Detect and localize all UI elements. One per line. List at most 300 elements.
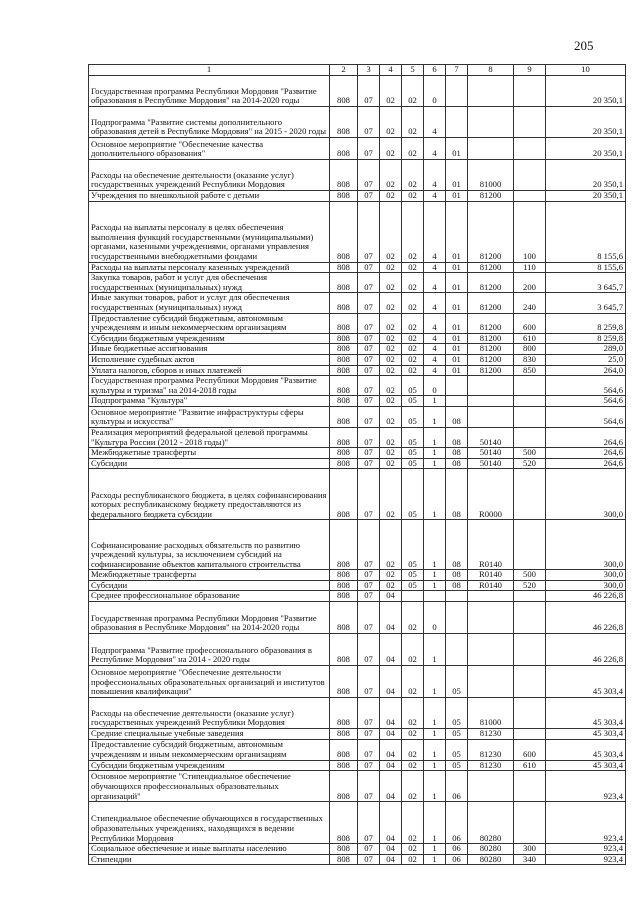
code-cell: 04 bbox=[380, 634, 402, 666]
code-cell: 1 bbox=[424, 634, 446, 666]
row-name-cell: Предоставление субсидий бюджетным, автономным учреждениям и иным некоммерческим организациям bbox=[89, 739, 330, 760]
code-cell: 808 bbox=[330, 191, 358, 202]
code-cell: 808 bbox=[330, 160, 358, 191]
code-cell: 808 bbox=[330, 344, 358, 355]
code-cell: 808 bbox=[330, 729, 358, 740]
code-cell: 07 bbox=[358, 802, 380, 844]
table-row bbox=[89, 570, 626, 581]
code-cell: 02 bbox=[402, 365, 424, 376]
row-name-cell: Основное мероприятие "Обеспечение качества дополнительного образования" bbox=[89, 138, 330, 160]
column-header-5: 5 bbox=[402, 65, 424, 76]
code-cell: 610 bbox=[514, 760, 546, 771]
table-row bbox=[89, 602, 626, 634]
amount-cell: 8 259,8 bbox=[546, 333, 626, 344]
table-body bbox=[89, 76, 626, 865]
code-cell: 04 bbox=[380, 771, 402, 802]
code-cell: 01 bbox=[446, 354, 468, 365]
code-cell: 02 bbox=[402, 160, 424, 191]
code-cell: 80280 bbox=[468, 802, 514, 844]
code-cell: 07 bbox=[358, 344, 380, 355]
code-cell: 07 bbox=[358, 666, 380, 698]
amount-cell: 3 645,7 bbox=[546, 293, 626, 313]
table-row bbox=[89, 469, 626, 520]
table-row bbox=[89, 76, 626, 107]
code-cell bbox=[514, 376, 546, 396]
code-cell: 4 bbox=[424, 160, 446, 191]
table-row bbox=[89, 273, 626, 293]
code-cell: 02 bbox=[402, 344, 424, 355]
amount-cell: 8 155,6 bbox=[546, 262, 626, 273]
table-row bbox=[89, 802, 626, 844]
code-cell: 05 bbox=[402, 427, 424, 447]
code-cell: 02 bbox=[402, 262, 424, 273]
code-cell bbox=[514, 802, 546, 844]
row-name-cell: Закупка товаров, работ и услуг для обеспечения государственных (муниципальных) нужд bbox=[89, 273, 330, 293]
code-cell: 05 bbox=[446, 698, 468, 729]
code-cell: 07 bbox=[358, 354, 380, 365]
code-cell: 808 bbox=[330, 201, 358, 262]
code-cell: 600 bbox=[514, 739, 546, 760]
row-name-cell: Основное мероприятие "Развитие инфраструктуры сферы культуры и искусства" bbox=[89, 406, 330, 427]
code-cell: 08 bbox=[446, 570, 468, 581]
code-cell: 808 bbox=[330, 469, 358, 520]
row-name-cell: Государственная программа Республики Мордовия "Развитие образования в Республике Мордовия" на 2014-2020 годы bbox=[89, 602, 330, 634]
code-cell: 808 bbox=[330, 333, 358, 344]
code-cell: 1 bbox=[424, 580, 446, 591]
table-row bbox=[89, 191, 626, 202]
code-cell: 05 bbox=[446, 729, 468, 740]
code-cell: 01 bbox=[446, 313, 468, 333]
code-cell: 05 bbox=[402, 520, 424, 570]
code-cell bbox=[446, 634, 468, 666]
amount-cell: 45 303,4 bbox=[546, 729, 626, 740]
table-row bbox=[89, 396, 626, 407]
code-cell: 808 bbox=[330, 591, 358, 602]
row-name-cell: Субсидии bbox=[89, 580, 330, 591]
code-cell: 04 bbox=[380, 591, 402, 602]
code-cell: 07 bbox=[358, 160, 380, 191]
row-name-cell: Иные закупки товаров, работ и услуг для обеспечения государственных (муниципальных) нужд bbox=[89, 293, 330, 313]
code-cell: 02 bbox=[402, 634, 424, 666]
code-cell: 01 bbox=[446, 333, 468, 344]
code-cell bbox=[424, 591, 446, 602]
code-cell: 1 bbox=[424, 771, 446, 802]
code-cell: 07 bbox=[358, 138, 380, 160]
code-cell: 02 bbox=[380, 580, 402, 591]
code-cell: 1 bbox=[424, 854, 446, 865]
code-cell: 02 bbox=[380, 570, 402, 581]
code-cell bbox=[514, 520, 546, 570]
table-row bbox=[89, 160, 626, 191]
amount-cell: 923,4 bbox=[546, 771, 626, 802]
code-cell bbox=[514, 396, 546, 407]
code-cell bbox=[468, 138, 514, 160]
code-cell bbox=[468, 634, 514, 666]
table-row bbox=[89, 448, 626, 459]
row-name-cell: Государственная программа Республики Мордовия "Развитие культуры и туризма" на 2014-2018 годы bbox=[89, 376, 330, 396]
row-name-cell: Субсидии бюджетным учреждениям bbox=[89, 760, 330, 771]
code-cell: 808 bbox=[330, 376, 358, 396]
code-cell: 02 bbox=[402, 698, 424, 729]
code-cell: 808 bbox=[330, 448, 358, 459]
code-cell: 50140 bbox=[468, 458, 514, 469]
table-row bbox=[89, 854, 626, 865]
row-name-cell: Государственная программа Республики Мордовия "Развитие образования в Республике Мордовия" на 2014-2020 годы bbox=[89, 76, 330, 107]
row-name-cell: Исполнение судебных актов bbox=[89, 354, 330, 365]
code-cell: 81200 bbox=[468, 273, 514, 293]
code-cell: 08 bbox=[446, 448, 468, 459]
column-header-2: 2 bbox=[330, 65, 358, 76]
amount-cell: 20 350,1 bbox=[546, 76, 626, 107]
code-cell: 340 bbox=[514, 854, 546, 865]
code-cell: 07 bbox=[358, 739, 380, 760]
table-row bbox=[89, 293, 626, 313]
code-cell: 1 bbox=[424, 729, 446, 740]
code-cell: 02 bbox=[380, 76, 402, 107]
code-cell: 808 bbox=[330, 458, 358, 469]
code-cell: 808 bbox=[330, 666, 358, 698]
code-cell: 80280 bbox=[468, 854, 514, 865]
code-cell: 4 bbox=[424, 313, 446, 333]
code-cell: 07 bbox=[358, 520, 380, 570]
code-cell: 01 bbox=[446, 160, 468, 191]
table-row bbox=[89, 760, 626, 771]
code-cell: 81200 bbox=[468, 365, 514, 376]
code-cell bbox=[514, 191, 546, 202]
code-cell: 06 bbox=[446, 854, 468, 865]
code-cell bbox=[514, 160, 546, 191]
amount-cell: 8 259,8 bbox=[546, 313, 626, 333]
code-cell bbox=[514, 602, 546, 634]
code-cell: 04 bbox=[380, 602, 402, 634]
row-name-cell: Стипендиальное обеспечение обучающихся в государственных образовательных учреждениях, находящихся в ведении Республики Мордовия bbox=[89, 802, 330, 844]
code-cell: 07 bbox=[358, 333, 380, 344]
code-cell: 1 bbox=[424, 469, 446, 520]
code-cell: 808 bbox=[330, 570, 358, 581]
code-cell: 04 bbox=[380, 739, 402, 760]
code-cell: 02 bbox=[380, 448, 402, 459]
code-cell: 4 bbox=[424, 201, 446, 262]
amount-cell: 923,4 bbox=[546, 854, 626, 865]
code-cell: 07 bbox=[358, 698, 380, 729]
row-name-cell: Расходы на обеспечение деятельности (оказание услуг) государственных учреждений Республики Мордовия bbox=[89, 698, 330, 729]
code-cell: 02 bbox=[380, 262, 402, 273]
table-row bbox=[89, 844, 626, 855]
row-name-cell: Субсидии bbox=[89, 458, 330, 469]
code-cell bbox=[514, 107, 546, 138]
row-name-cell: Расходы на обеспечение деятельности (оказание услуг) государственных учреждений Республики Мордовия bbox=[89, 160, 330, 191]
code-cell: 808 bbox=[330, 313, 358, 333]
code-cell: 81200 bbox=[468, 262, 514, 273]
code-cell: 02 bbox=[402, 313, 424, 333]
row-name-cell: Межбюджетные трансферты bbox=[89, 448, 330, 459]
code-cell: 02 bbox=[380, 458, 402, 469]
code-cell: 02 bbox=[402, 760, 424, 771]
code-cell: 07 bbox=[358, 760, 380, 771]
column-header-6: 6 bbox=[424, 65, 446, 76]
code-cell: 81200 bbox=[468, 313, 514, 333]
amount-cell: 564,6 bbox=[546, 396, 626, 407]
code-cell: 01 bbox=[446, 344, 468, 355]
code-cell: 02 bbox=[380, 396, 402, 407]
code-cell: 808 bbox=[330, 406, 358, 427]
code-cell bbox=[468, 76, 514, 107]
code-cell: 08 bbox=[446, 520, 468, 570]
code-cell: 07 bbox=[358, 771, 380, 802]
column-header-3: 3 bbox=[358, 65, 380, 76]
code-cell: 808 bbox=[330, 634, 358, 666]
code-cell bbox=[446, 396, 468, 407]
amount-cell: 46 226,8 bbox=[546, 634, 626, 666]
code-cell: 07 bbox=[358, 854, 380, 865]
table-row bbox=[89, 376, 626, 396]
code-cell: 02 bbox=[380, 191, 402, 202]
code-cell: R0140 bbox=[468, 570, 514, 581]
code-cell: 81200 bbox=[468, 354, 514, 365]
code-cell: 1 bbox=[424, 427, 446, 447]
row-name-cell: Учреждения по внешкольной работе с детьми bbox=[89, 191, 330, 202]
amount-cell: 264,6 bbox=[546, 458, 626, 469]
code-cell: 02 bbox=[402, 138, 424, 160]
code-cell: 1 bbox=[424, 844, 446, 855]
column-header-10: 10 bbox=[546, 65, 626, 76]
code-cell bbox=[514, 634, 546, 666]
code-cell: 02 bbox=[380, 520, 402, 570]
table-row bbox=[89, 333, 626, 344]
code-cell bbox=[446, 376, 468, 396]
amount-cell: 45 303,4 bbox=[546, 698, 626, 729]
amount-cell: 564,6 bbox=[546, 376, 626, 396]
amount-cell: 300,0 bbox=[546, 520, 626, 570]
code-cell: 07 bbox=[358, 293, 380, 313]
code-cell: 81230 bbox=[468, 760, 514, 771]
code-cell: 610 bbox=[514, 333, 546, 344]
amount-cell: 45 303,4 bbox=[546, 739, 626, 760]
row-name-cell: Среднее профессиональное образование bbox=[89, 591, 330, 602]
amount-cell: 300,0 bbox=[546, 469, 626, 520]
code-cell: 04 bbox=[380, 760, 402, 771]
code-cell: 02 bbox=[380, 273, 402, 293]
code-cell: 07 bbox=[358, 107, 380, 138]
amount-cell: 923,4 bbox=[546, 844, 626, 855]
code-cell bbox=[514, 666, 546, 698]
code-cell: 4 bbox=[424, 354, 446, 365]
code-cell: 4 bbox=[424, 344, 446, 355]
code-cell: 08 bbox=[446, 469, 468, 520]
row-name-cell: Расходы на выплаты персоналу в целях обеспечения выполнения функций государственными (муниципальными) органами, казенными учреждениями, органами управления государственными внебюджетными фондами bbox=[89, 201, 330, 262]
code-cell: 02 bbox=[402, 666, 424, 698]
code-cell: 01 bbox=[446, 138, 468, 160]
code-cell: 100 bbox=[514, 201, 546, 262]
table-row bbox=[89, 427, 626, 447]
code-cell: 07 bbox=[358, 634, 380, 666]
row-name-cell: Основное мероприятие "Стипендиальное обеспечение обучающихся профессиональных образовательных организаций" bbox=[89, 771, 330, 802]
amount-cell: 20 350,1 bbox=[546, 107, 626, 138]
table-row bbox=[89, 520, 626, 570]
code-cell: 800 bbox=[514, 344, 546, 355]
row-name-cell: Социальное обеспечение и иные выплаты населению bbox=[89, 844, 330, 855]
code-cell: 05 bbox=[402, 376, 424, 396]
code-cell: 808 bbox=[330, 427, 358, 447]
code-cell bbox=[514, 771, 546, 802]
row-name-cell: Подпрограмма "Развитие системы дополнительного образования детей в Республике Мордовия" на 2015 - 2020 годы bbox=[89, 107, 330, 138]
row-name-cell: Основное мероприятие "Обеспечение деятельности профессиональных образовательных организаций и институтов повышения квалификации" bbox=[89, 666, 330, 698]
code-cell: 808 bbox=[330, 771, 358, 802]
code-cell: 02 bbox=[402, 107, 424, 138]
code-cell: 1 bbox=[424, 458, 446, 469]
code-cell bbox=[468, 771, 514, 802]
code-cell: R0140 bbox=[468, 520, 514, 570]
row-name-cell: Софинансирование расходных обязательств по развитию учреждений культуры, за исключением субсидий на софинансирование объектов капитального строительства bbox=[89, 520, 330, 570]
row-name-cell: Подпрограмма "Развитие профессионального образования в Республике Мордовия" на 2014 - 2020 годы bbox=[89, 634, 330, 666]
row-name-cell: Стипендии bbox=[89, 854, 330, 865]
code-cell: 1 bbox=[424, 396, 446, 407]
code-cell: 07 bbox=[358, 396, 380, 407]
code-cell: 07 bbox=[358, 458, 380, 469]
code-cell: 02 bbox=[380, 201, 402, 262]
code-cell: 520 bbox=[514, 580, 546, 591]
code-cell: 4 bbox=[424, 191, 446, 202]
code-cell bbox=[514, 698, 546, 729]
code-cell: 808 bbox=[330, 520, 358, 570]
code-cell: 07 bbox=[358, 273, 380, 293]
code-cell: 02 bbox=[402, 739, 424, 760]
budget-table bbox=[88, 64, 626, 865]
code-cell bbox=[514, 138, 546, 160]
code-cell: 02 bbox=[402, 771, 424, 802]
code-cell bbox=[402, 591, 424, 602]
row-name-cell: Иные бюджетные ассигнования bbox=[89, 344, 330, 355]
code-cell bbox=[514, 406, 546, 427]
code-cell: 02 bbox=[402, 844, 424, 855]
code-cell: 500 bbox=[514, 570, 546, 581]
code-cell: 01 bbox=[446, 201, 468, 262]
code-cell: 02 bbox=[380, 138, 402, 160]
code-cell: 07 bbox=[358, 201, 380, 262]
code-cell: 01 bbox=[446, 262, 468, 273]
code-cell: 1 bbox=[424, 698, 446, 729]
code-cell: 06 bbox=[446, 771, 468, 802]
code-cell: 02 bbox=[402, 191, 424, 202]
code-cell: 808 bbox=[330, 107, 358, 138]
code-cell: 04 bbox=[380, 844, 402, 855]
table-row bbox=[89, 739, 626, 760]
code-cell: 808 bbox=[330, 273, 358, 293]
code-cell: 07 bbox=[358, 602, 380, 634]
amount-cell: 289,0 bbox=[546, 344, 626, 355]
code-cell: 4 bbox=[424, 107, 446, 138]
code-cell: 600 bbox=[514, 313, 546, 333]
table-row bbox=[89, 634, 626, 666]
row-name-cell: Межбюджетные трансферты bbox=[89, 570, 330, 581]
code-cell: 0 bbox=[424, 76, 446, 107]
amount-cell: 923,4 bbox=[546, 802, 626, 844]
code-cell bbox=[468, 602, 514, 634]
row-name-cell: Реализация мероприятий федеральной целевой программы "Культура России (2012 - 2018 годы)" bbox=[89, 427, 330, 447]
code-cell: 02 bbox=[380, 333, 402, 344]
code-cell: 200 bbox=[514, 273, 546, 293]
code-cell: 07 bbox=[358, 570, 380, 581]
amount-cell: 8 155,6 bbox=[546, 201, 626, 262]
amount-cell: 264,6 bbox=[546, 427, 626, 447]
code-cell: 1 bbox=[424, 570, 446, 581]
code-cell: 07 bbox=[358, 406, 380, 427]
code-cell: 808 bbox=[330, 602, 358, 634]
code-cell: 02 bbox=[402, 76, 424, 107]
code-cell bbox=[468, 591, 514, 602]
table-row bbox=[89, 698, 626, 729]
amount-cell: 264,0 bbox=[546, 365, 626, 376]
table-row bbox=[89, 313, 626, 333]
code-cell: 81200 bbox=[468, 333, 514, 344]
code-cell: 02 bbox=[380, 107, 402, 138]
code-cell bbox=[514, 469, 546, 520]
table-row bbox=[89, 666, 626, 698]
table-row bbox=[89, 365, 626, 376]
code-cell: 240 bbox=[514, 293, 546, 313]
code-cell: 4 bbox=[424, 365, 446, 376]
table-row bbox=[89, 771, 626, 802]
code-cell: 04 bbox=[380, 729, 402, 740]
code-cell: 07 bbox=[358, 729, 380, 740]
code-cell: 808 bbox=[330, 262, 358, 273]
code-cell: 02 bbox=[402, 273, 424, 293]
code-cell: 1 bbox=[424, 448, 446, 459]
code-cell: 520 bbox=[514, 458, 546, 469]
code-cell: 808 bbox=[330, 138, 358, 160]
amount-cell: 45 303,4 bbox=[546, 760, 626, 771]
code-cell: 04 bbox=[380, 802, 402, 844]
code-cell: 808 bbox=[330, 580, 358, 591]
code-cell: 05 bbox=[446, 666, 468, 698]
code-cell: 1 bbox=[424, 760, 446, 771]
code-cell: 500 bbox=[514, 448, 546, 459]
code-cell bbox=[468, 107, 514, 138]
table-row bbox=[89, 580, 626, 591]
amount-cell: 300,0 bbox=[546, 580, 626, 591]
code-cell: 07 bbox=[358, 191, 380, 202]
code-cell: 07 bbox=[358, 469, 380, 520]
code-cell bbox=[446, 76, 468, 107]
amount-cell: 20 350,1 bbox=[546, 138, 626, 160]
column-header-4: 4 bbox=[380, 65, 402, 76]
code-cell: 1 bbox=[424, 802, 446, 844]
code-cell: 02 bbox=[380, 406, 402, 427]
code-cell: 06 bbox=[446, 844, 468, 855]
code-cell: 08 bbox=[446, 458, 468, 469]
amount-cell: 46 226,8 bbox=[546, 591, 626, 602]
amount-cell: 564,6 bbox=[546, 406, 626, 427]
code-cell: 81200 bbox=[468, 344, 514, 355]
column-header-1: 1 bbox=[89, 65, 330, 76]
code-cell: 05 bbox=[402, 580, 424, 591]
code-cell: 07 bbox=[358, 591, 380, 602]
table-header-row bbox=[89, 65, 626, 76]
code-cell: 1 bbox=[424, 666, 446, 698]
code-cell: 07 bbox=[358, 365, 380, 376]
code-cell: 4 bbox=[424, 262, 446, 273]
code-cell: 05 bbox=[446, 739, 468, 760]
code-cell: 808 bbox=[330, 396, 358, 407]
amount-cell: 45 303,4 bbox=[546, 666, 626, 698]
code-cell: 07 bbox=[358, 313, 380, 333]
row-name-cell: Уплата налогов, сборов и иных платежей bbox=[89, 365, 330, 376]
table-row bbox=[89, 458, 626, 469]
code-cell: 808 bbox=[330, 365, 358, 376]
code-cell: 07 bbox=[358, 76, 380, 107]
code-cell: 808 bbox=[330, 760, 358, 771]
code-cell: 0 bbox=[424, 376, 446, 396]
